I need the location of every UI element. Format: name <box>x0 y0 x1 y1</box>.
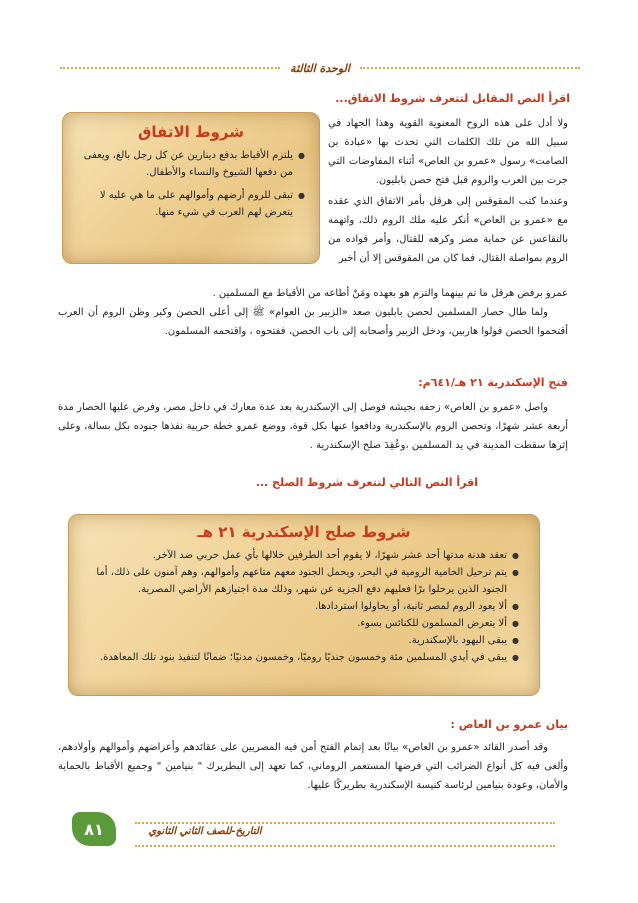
paragraph: ولما طال حصار المسلمين لحصن بابليون صعد «الزبير بن العوام» ﷺ إلى أعلى الحصن وكبر وظن الروم أن العرب أقتحموا الحصن فولوا هاربين، ودخل الزبير وأصحابه إلى باب الحصن، ففتحوه ، واقتحمه المسلمون. <box>58 307 568 337</box>
paragraph: ولا أدل على هذه الروح المعنوية القوية وهذا الجهاد في سبيل الله من تلك الكلمات التي تحدث بها «عبادة بن الصامت» رسول «عمرو بن العاص» أثناء المفاوضات التي جرت بين العرب والروم قبل فتح حصن بابليون. <box>328 118 568 186</box>
book-title: التاريخ-للصف الثاني الثانوي <box>148 826 262 837</box>
paragraph: عمرو برفض هرقل ما تم بينهما والتزم هو بعهده ومَنْ أطاعه من الأقباط مع المسلمين . <box>212 288 568 299</box>
page-header <box>60 60 580 76</box>
agreement-terms-list <box>63 147 319 221</box>
agreement-terms-title: شروط الاتفاق <box>138 123 244 141</box>
list-item: ● تبقى للروم أرضهم وأموالهم على ما هي عليه لا يتعرض لهم العرب في شيء منها. <box>75 187 305 221</box>
section1-heading: اقرأ النص المقابل لتتعرف شروط الاتفاق... <box>335 92 570 105</box>
list-item: ● ألا يتعرض المسلمون للكنائس بسوء. <box>85 615 519 632</box>
header-dots-left <box>60 67 280 69</box>
paragraph: وعندما كتب المقوقس إلى هرقل بأمر الاتفاق الذي عقده مع «عمرو بن العاص» أنكر عليه ملك الروم ذلك، واتهمه بالتقاعس عن حماية مصر وكرهه للقتال، وأمر قواده من الروم بمواصلة القتال، فما كان من المقوقس إلا أن أخبر <box>328 196 568 264</box>
list-item: ● يبقى في أيدي المسلمين مئة وخمسون جنديًا روميًا، وخمسون مدنيًا؛ ضمانًا لتنفيذ بنود تلك المعاهدة. <box>85 649 519 666</box>
section2-heading: فتح الإسكندرية ٢١ هـ/٦٤١م: <box>418 376 568 389</box>
peace-terms-title: شروط صلح الإسكندرية ٢١ هـ <box>197 523 411 541</box>
section1-side-text <box>328 114 568 268</box>
footer-divider-bottom <box>135 845 555 847</box>
list-item: ● يلتزم الأقباط بدفع دينارين عن كل رجل بالغ، ويعفى من دفعها الشيوخ والنساء والأطفال. <box>75 147 305 181</box>
list-item: ● يبقى اليهود بالإسكندرية. <box>85 632 519 649</box>
header-dots-right <box>360 67 580 69</box>
unit-title: الوحدة الثالثة <box>290 61 350 75</box>
peace-terms-box <box>68 514 540 696</box>
section3-heading: بيان عمرو بن العاص : <box>450 718 568 731</box>
list-item: ● يتم ترحيل الحامية الرومية في البحر، ويحمل الجنود معهم متاعهم وأموالهم، وهم آمنون على ذلك، أما الجنود الذين يرحلوا برًا فعليهم دفع الجزية عن شهر، وذلك مدة اجتيازهم الأراضي المصرية. <box>85 564 519 598</box>
list-item: ● ألا يعود الروم لمصر ثانية، أو يحاولوا استردادها. <box>85 598 519 615</box>
agreement-terms-box <box>62 112 320 264</box>
section2-paragraph: واصل «عمرو بن العاص» زحفه بجيشه فوصل إلى الإسكندرية بعد عدة معارك في داخل مصر، وفرض عليها الحصار مدة أربعة عشر شهرًا، وتحصن الروم بالإسكندرية ودافعوا عنها بكل قوة، ووضع عمرو خطة حربية نفذها جنوده بكل بسالة، وعلى إثرها سقطت المدينة في يد المسلمين ،وعُقِدَ صلح الإسكندرية . <box>58 402 568 451</box>
section1-full-text <box>58 284 568 341</box>
section3-paragraph: وقد أصدر القائد «عمرو بن العاص» بيانًا بعد إتمام الفتح أمن فيه المصريين على عقائدهم وأعراضهم وأموالهم وأولادهم، وألغى فيه كل أنواع الضرائب التي فرضها المستعمر الروماني، كما تعهد إلى البطريرك " بنيامين " وجميع الأقباط بالحماية والأمان، وعودة بنيامين لرئاسة كنيسة الإسكندرية بطريركًا عليها. <box>58 742 568 791</box>
section2-prompt: اقرأ النص التالي لتتعرف شروط الصلح ... <box>255 476 478 489</box>
peace-terms-list <box>69 547 539 666</box>
list-item: ● تعقد هدنة مدتها أحد عشر شهرًا، لا يقوم أحد الطرفين خلالها بأي عمل حربي ضد الآخر. <box>85 547 519 564</box>
footer-divider-top <box>135 822 555 824</box>
page-number-badge: ٨١ <box>72 812 116 846</box>
